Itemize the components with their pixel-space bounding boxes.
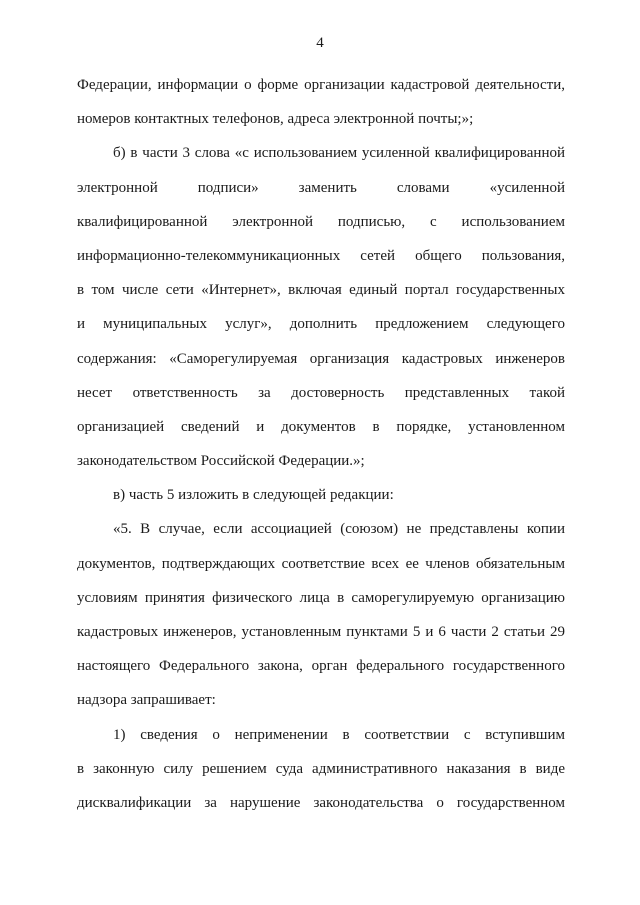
text-line: в том числе сети «Интернет», включая единый портал государственных — [77, 282, 565, 299]
text-line: электронной подписи» заменить словами «усиленной — [77, 179, 565, 196]
text-line: законодательством Российской Федерации.»; — [77, 453, 365, 470]
text-line: номеров контактных телефонов, адреса электронной почты;»; — [77, 111, 474, 128]
text-line: условиям принятия физического лица в саморегулируемую организацию — [77, 589, 565, 606]
text-line: б) в части 3 слова «с использованием усиленной квалифицированной — [113, 145, 565, 162]
text-line: и муниципальных услуг», дополнить предложением следующего — [77, 316, 565, 333]
text-line: надзора запрашивает: — [77, 692, 216, 709]
text-line: кадастровых инженеров, установленным пунктами 5 и 6 части 2 статьи 29 — [77, 624, 565, 640]
text-line: содержания: «Саморегулируемая организация кадастровых инженеров — [77, 350, 565, 367]
text-line: настоящего Федерального закона, орган федерального государственного — [77, 658, 565, 675]
text-line: Федерации, информации о форме организации кадастровой деятельности, — [77, 77, 565, 93]
text-line: квалифицированной электронной подписью, с использованием — [77, 213, 565, 230]
page-number: 4 — [316, 35, 324, 51]
text-line: в) часть 5 изложить в следующей редакции: — [113, 487, 394, 504]
body-text — [77, 68, 565, 820]
text-line: несет ответственность за достоверность представленных такой — [77, 384, 565, 401]
text-line: 1) сведения о неприменении в соответствии с вступившим — [113, 726, 565, 743]
text-line: информационно-телекоммуникационных сетей общего пользования, — [77, 247, 565, 264]
text-line: дисквалификации за нарушение законодательства о государственном — [77, 794, 565, 811]
text-line: в законную силу решением суда административного наказания в виде — [77, 760, 565, 777]
text-line: документов, подтверждающих соответствие всех ее членов обязательным — [77, 555, 565, 572]
text-line: «5. В случае, если ассоциацией (союзом) не представлены копии — [113, 521, 565, 538]
text-line: организацией сведений и документов в порядке, установленном — [77, 418, 565, 435]
